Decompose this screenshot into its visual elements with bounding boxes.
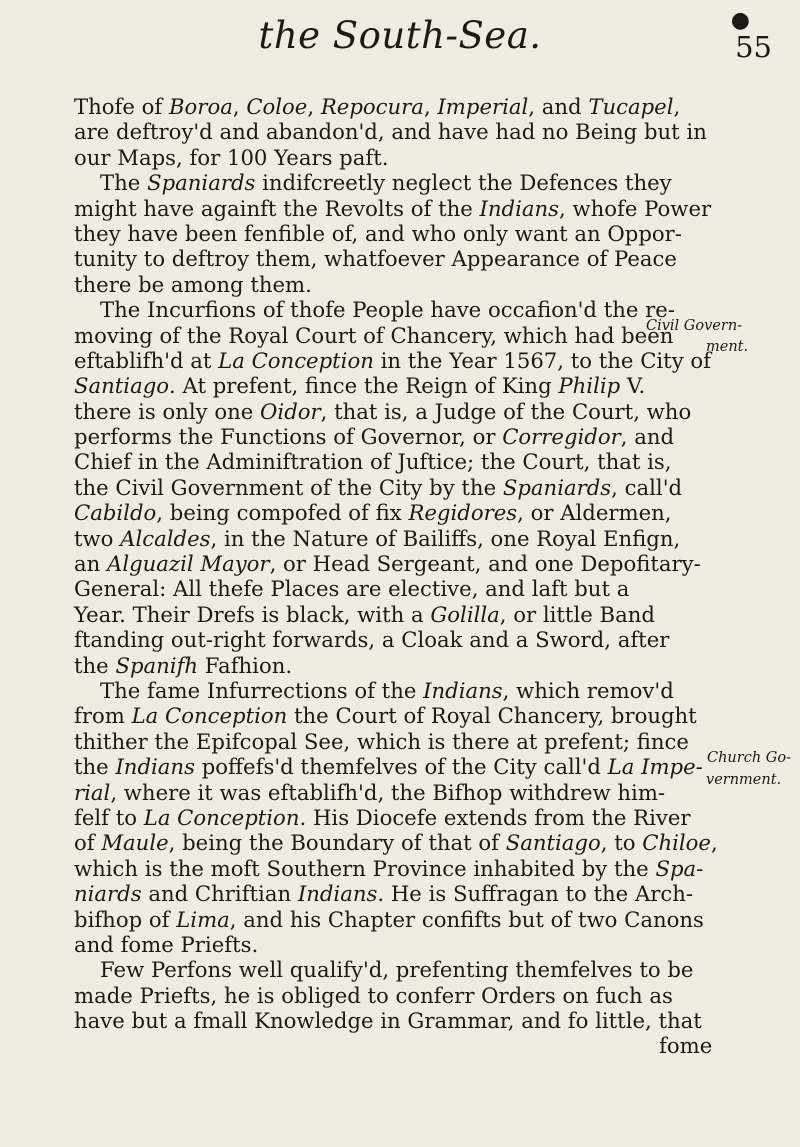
text-line: moving of the Royal Court of Chancery, which had been bbox=[74, 322, 674, 348]
text-line: bifhop of Lima, and his Chapter confifts but of two Canons bbox=[74, 906, 704, 932]
text-line: an Alguazil Mayor, or Head Sergeant, and one Depofitary- bbox=[74, 551, 701, 577]
text-line: Thofe of Boroa, Coloe, Repocura, Imperial, and Tucapel, bbox=[74, 94, 681, 119]
catchword: fome bbox=[659, 1033, 713, 1059]
text-line: the Spanifh Fafhion. bbox=[74, 652, 293, 678]
text-line: are deftroy'd and abandon'd, and have had no Being but in bbox=[74, 119, 707, 145]
text-line: tunity to deftroy them, whatfoever Appearance of Peace bbox=[74, 246, 677, 272]
page-number: 55 bbox=[735, 30, 772, 64]
text-line: Chief in the Adminiftration of Juftice; the Court, that is, bbox=[74, 449, 672, 475]
margin-note-civil-government-2: ment. bbox=[706, 339, 749, 355]
text-line: two Alcaldes, in the Nature of Bailiffs, one Royal Enfign, bbox=[74, 525, 681, 551]
body-text bbox=[74, 94, 742, 1059]
text-line: ftanding out-right forwards, a Cloak and a Sword, after bbox=[74, 627, 670, 653]
text-line: eftablifh'd at La Conception in the Year 1567, to the City of bbox=[74, 347, 711, 373]
text-line: Santiago. At prefent, fince the Reign of King Philip V. bbox=[74, 373, 646, 399]
text-line: and fome Priefts. bbox=[74, 931, 259, 957]
text-line: thither the Epifcopal See, which is there at prefent; fince bbox=[74, 728, 689, 754]
text-line: have but a fmall Knowledge in Grammar, and fo little, that bbox=[74, 1008, 702, 1034]
text-line: of Maule, being the Boundary of that of Santiago, to Chiloe, bbox=[74, 830, 718, 856]
margin-note-church-government-1: Church Go- bbox=[707, 750, 791, 766]
text-line: The Spaniards indifcreetly neglect the Defences they bbox=[100, 170, 672, 196]
text-line: Year. Their Drefs is black, with a Golilla, or little Band bbox=[74, 601, 655, 627]
ink-blot-icon: ● bbox=[730, 8, 750, 33]
running-title: the South-Sea. bbox=[258, 14, 542, 57]
text-line: The Incurfions of thofe People have occafion'd the re- bbox=[100, 297, 675, 323]
text-line: there is only one Oidor, that is, a Judge of the Court, who bbox=[74, 398, 692, 424]
text-line: might have againft the Revolts of the Indians, whofe Power bbox=[74, 195, 712, 221]
text-line: from La Conception the Court of Royal Chancery, brought bbox=[74, 703, 697, 729]
page-header bbox=[0, 8, 800, 78]
text-line: niards and Chriftian Indians. He is Suffragan to the Arch- bbox=[74, 881, 694, 907]
margin-note-civil-government-1: Civil Govern- bbox=[646, 318, 743, 334]
text-line: our Maps, for 100 Years paft. bbox=[74, 144, 389, 170]
text-line: made Priefts, he is obliged to conferr Orders on fuch as bbox=[74, 982, 673, 1008]
text-line: Few Perfons well qualify'd, prefenting themfelves to be bbox=[100, 957, 694, 983]
text-line: the Civil Government of the City by the Spaniards, call'd bbox=[74, 474, 683, 500]
text-line: felf to La Conception. His Diocefe extends from the River bbox=[74, 804, 691, 830]
text-line: The fame Infurrections of the Indians, which remov'd bbox=[100, 677, 674, 703]
text-line: rial, where it was eftablifh'd, the Bifhop withdrew him- bbox=[74, 779, 666, 805]
text-line: the Indians poffefs'd themfelves of the City call'd La Impe- bbox=[74, 754, 703, 780]
text-line: performs the Functions of Governor, or Corregidor, and bbox=[74, 424, 675, 450]
text-line: there be among them. bbox=[74, 271, 312, 297]
text-line: which is the moft Southern Province inhabited by the Spa- bbox=[74, 855, 704, 881]
text-line: General: All thefe Places are elective, and laft but a bbox=[74, 576, 630, 602]
margin-note-church-government-2: vernment. bbox=[706, 772, 782, 788]
text-line: Cabildo, being compofed of fix Regidores, or Aldermen, bbox=[74, 500, 672, 526]
text-line: they have been fenfible of, and who only want an Oppor- bbox=[74, 220, 682, 246]
